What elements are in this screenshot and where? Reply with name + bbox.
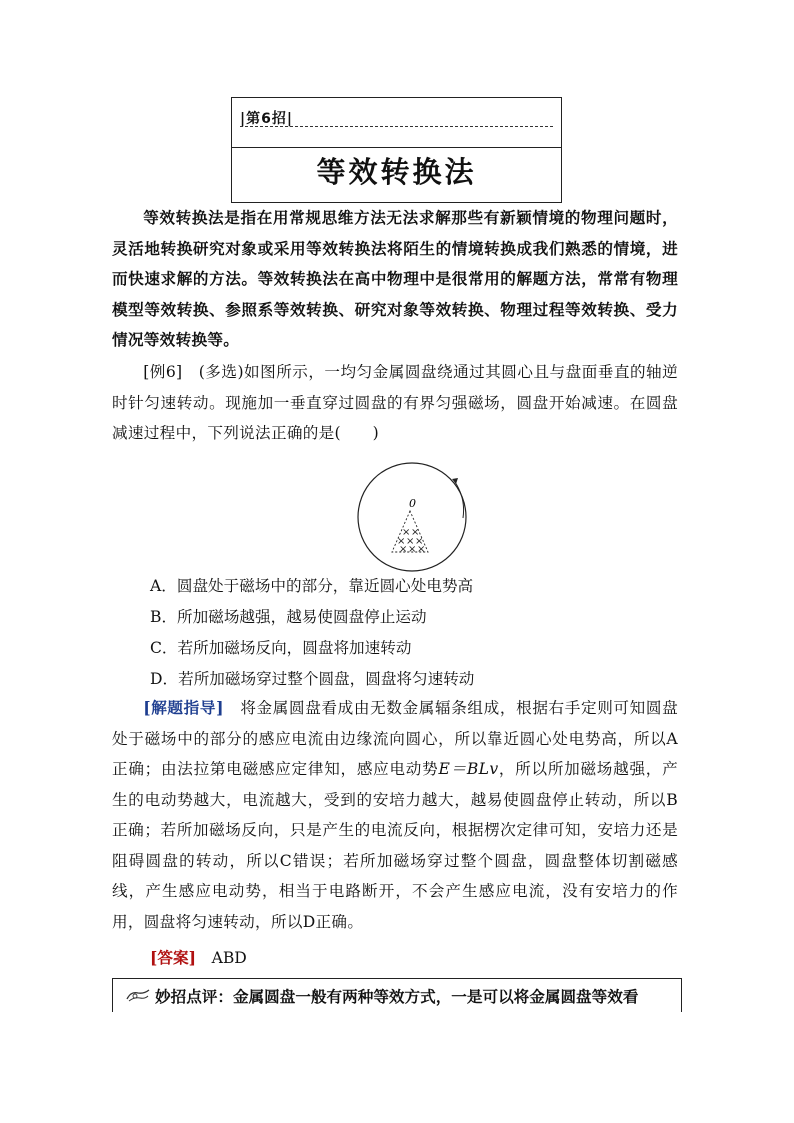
field-marks [397,527,425,555]
guide-label: [解题指导] [143,698,224,717]
field-mark: × [411,527,420,538]
answer-label: [答案] [150,948,196,967]
tip-text: 妙招点评：金属圆盘一般有两种等效方式，一是可以将金属圆盘等效看 [155,987,639,1006]
solution-paragraph [112,693,678,937]
choice-b: B．所加磁场越强，越易使圆盘停止运动 [150,608,427,626]
field-mark: × [406,536,415,547]
field-mark: × [415,536,424,547]
disk-diagram [355,462,475,572]
tip-box [112,978,682,1012]
formula: E＝BLv [438,760,499,778]
choice-d: D．若所加磁场穿过整个圆盘，圆盘将匀速转动 [150,670,475,688]
answer-value: ABD [211,949,247,967]
field-mark: × [402,527,411,538]
example-text: (多选)如图所示，一均匀金属圆盘绕通过其圆心且与盘面垂直的轴逆时针匀速转动。现施加一垂直穿过圆盘的有界匀强磁场，圆盘开始减速。在圆盘减速过程中，下列说法正确的是( ) [112,363,679,442]
section-tag: |第6招| [240,111,293,127]
example-label: [例6] [143,363,183,381]
center-label: 0 [409,497,416,510]
field-mark: × [408,544,417,555]
guide-text-2: ，所以所加磁场越强，产生的电动势越大，电流越大，受到的安培力越大，越易使圆盘停止转动，所以B正确；若所加磁场反向，只是产生的电流反向，根据楞次定律可知，安培力还是阻碍圆盘的转动，所以C错误；若所加磁场穿过整个圆盘，圆盘整体切割磁感线，产生感应电动势，相当于电路断开，不会产生感应电流，没有安培力的作用，圆盘将匀速转动，所以D正确。 [112,760,678,931]
field-mark: × [397,536,406,547]
title-divider [232,147,561,148]
choice-a: A．圆盘处于磁场中的部分，靠近圆心处电势高 [150,577,474,595]
choice-c: C．若所加磁场反向，圆盘将加速转动 [150,639,412,657]
field-mark: × [417,544,426,555]
field-mark: × [399,544,408,555]
page-title: 等效转换法 [316,155,477,189]
example-paragraph [112,357,678,449]
intro-paragraph: 等效转换法是指在用常规思维方法无法求解那些有新颖情境的物理问题时，灵活地转换研究对象或采用等效转换法将陌生的情境转换成我们熟悉的情境，进而快速求解的方法。等效转换法在高中物理中是很常用的解题方法，常常有物理模型等效转换、参照系等效转换、研究对象等效转换、物理过程等效转换、受力情况等效转换等。 [112,208,678,349]
dashed-divider [240,126,553,127]
guide-text-1: 将金属圆盘看成由无数金属辐条组成，根据右手定则可知圆盘处于磁场中的部分的感应电流由边缘流向圆心，所以靠近圆心处电势高，所以A正确；由法拉第电磁感应定律知，感应电动势 [112,699,678,778]
rotation-arrow-icon [455,482,464,518]
title-box [231,97,562,203]
answer-row [150,946,247,968]
pen-hand-icon [125,985,151,1005]
